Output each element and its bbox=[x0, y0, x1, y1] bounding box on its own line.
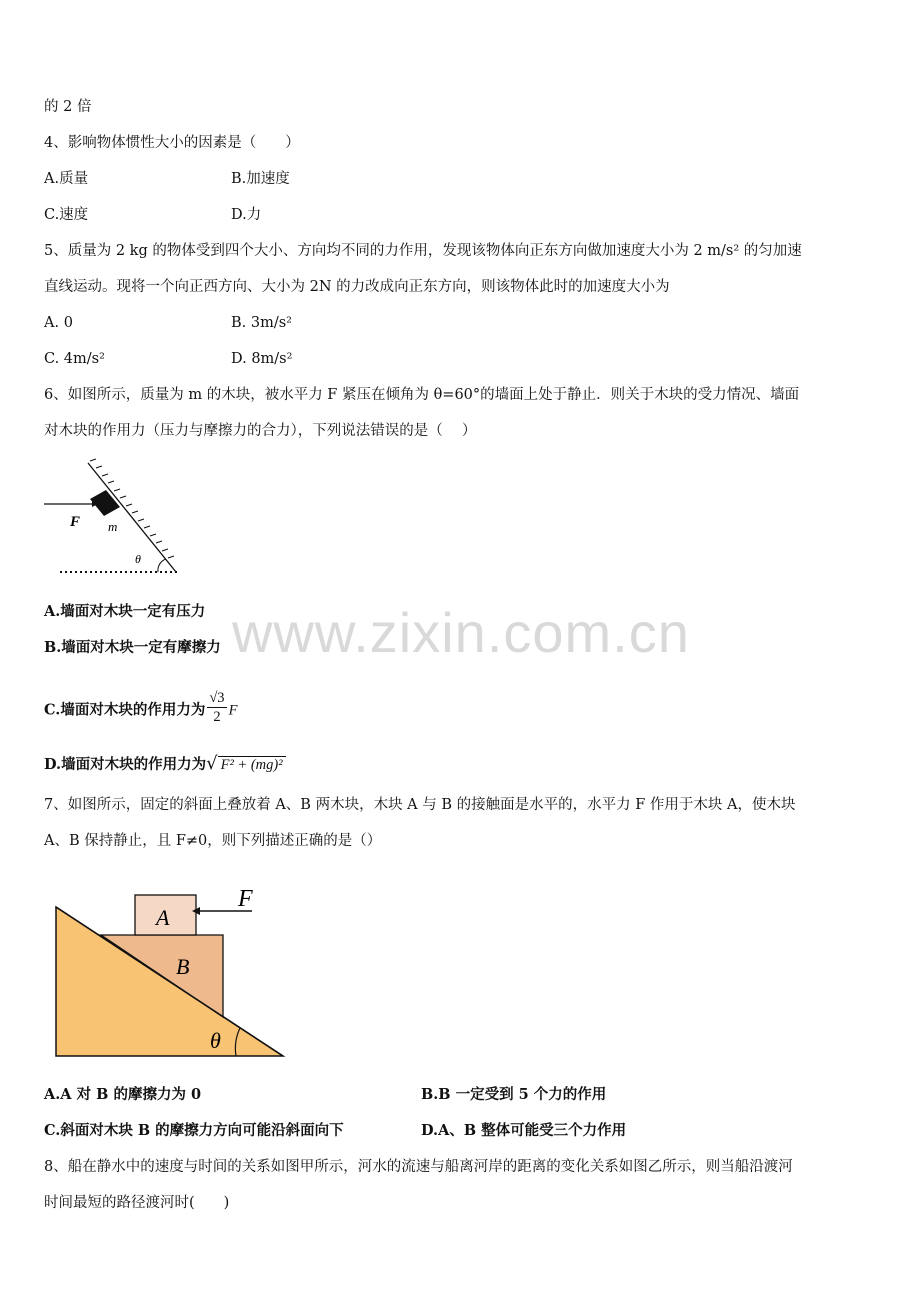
fraction-denominator: 2 bbox=[213, 709, 221, 725]
question-8-line-2: 时间最短的路径渡河时( ) bbox=[44, 1195, 230, 1211]
label-a: A bbox=[156, 905, 170, 930]
option-a: A.墙面对木块一定有压力 bbox=[44, 603, 206, 620]
fraction-numerator: √3 bbox=[209, 690, 225, 706]
question-4: 4、影响物体惯性大小的因素是（ ） bbox=[44, 135, 300, 151]
option-d: D.A、B 整体可能受三个力作用 bbox=[421, 1122, 627, 1139]
option-d: D.力 bbox=[231, 207, 262, 223]
question-7-line-2: A、B 保持静止，且 F≠0，则下列描述正确的是（） bbox=[44, 833, 382, 849]
option-b: B.墙面对木块一定有摩擦力 bbox=[44, 639, 221, 656]
label-f: F bbox=[238, 886, 253, 912]
option-c bbox=[44, 692, 237, 729]
option-b: B.B 一定受到 5 个力的作用 bbox=[421, 1086, 607, 1103]
question-6-line-2: 对木块的作用力（压力与摩擦力的合力），下列说法错误的是（ ） bbox=[44, 423, 477, 439]
label-theta: θ bbox=[135, 552, 141, 566]
figure-7-incline-blocks bbox=[50, 880, 290, 1060]
label-f: F bbox=[70, 514, 81, 530]
option-a: A. 0 bbox=[44, 315, 73, 331]
option-c: C. 4m/s² bbox=[44, 351, 105, 367]
option-a: A.质量 bbox=[44, 171, 89, 187]
option-d: D. 8m/s² bbox=[231, 351, 293, 367]
option-c-text: C.墙面对木块的作用力为 bbox=[44, 701, 206, 719]
watermark: www.zixin.com.cn bbox=[232, 601, 690, 664]
label-theta: θ bbox=[210, 1028, 221, 1053]
option-c: C.速度 bbox=[44, 207, 89, 223]
math-variable: F bbox=[228, 702, 238, 719]
option-a: A.A 对 B 的摩擦力为 0 bbox=[44, 1086, 202, 1103]
question-5-line-2: 直线运动。现将一个向正西方向、大小为 2N 的力改成向正东方向，则该物体此时的加速度大小为 bbox=[44, 279, 670, 295]
option-d bbox=[44, 753, 286, 776]
sqrt-expression: F² + (mg)² bbox=[218, 756, 286, 773]
option-d-text: D.墙面对木块的作用力为 bbox=[44, 756, 207, 773]
option-b: B.加速度 bbox=[231, 171, 290, 187]
text-line: 的 2 倍 bbox=[44, 99, 92, 115]
option-b: B. 3m/s² bbox=[231, 315, 292, 331]
question-7-line-1: 7、如图所示，固定的斜面上叠放着 A、B 两木块，木块 A 与 B 的接触面是水平的，水平力 F 作用于木块 A，使木块 bbox=[44, 797, 796, 813]
fraction bbox=[207, 689, 226, 726]
option-c: C.斜面对木块 B 的摩擦力方向可能沿斜面向下 bbox=[44, 1122, 344, 1139]
figure-6-wall-block bbox=[40, 455, 190, 580]
question-5-line-1: 5、质量为 2 kg 的物体受到四个大小、方向均不同的力作用，发现该物体向正东方向做加速度大小为 2 m/s² 的匀加速 bbox=[44, 243, 802, 259]
sqrt-sign: √ bbox=[206, 753, 218, 774]
question-8-line-1: 8、船在静水中的速度与时间的关系如图甲所示，河水的流速与船离河岸的距离的变化关系如图乙所示，则当船沿渡河 bbox=[44, 1159, 793, 1175]
label-b: B bbox=[176, 954, 190, 979]
label-m: m bbox=[108, 519, 118, 534]
question-6-line-1: 6、如图所示，质量为 m 的木块，被水平力 F 紧压在倾角为 θ=60°的墙面上处于静止．则关于木块的受力情况、墙面 bbox=[44, 387, 800, 403]
